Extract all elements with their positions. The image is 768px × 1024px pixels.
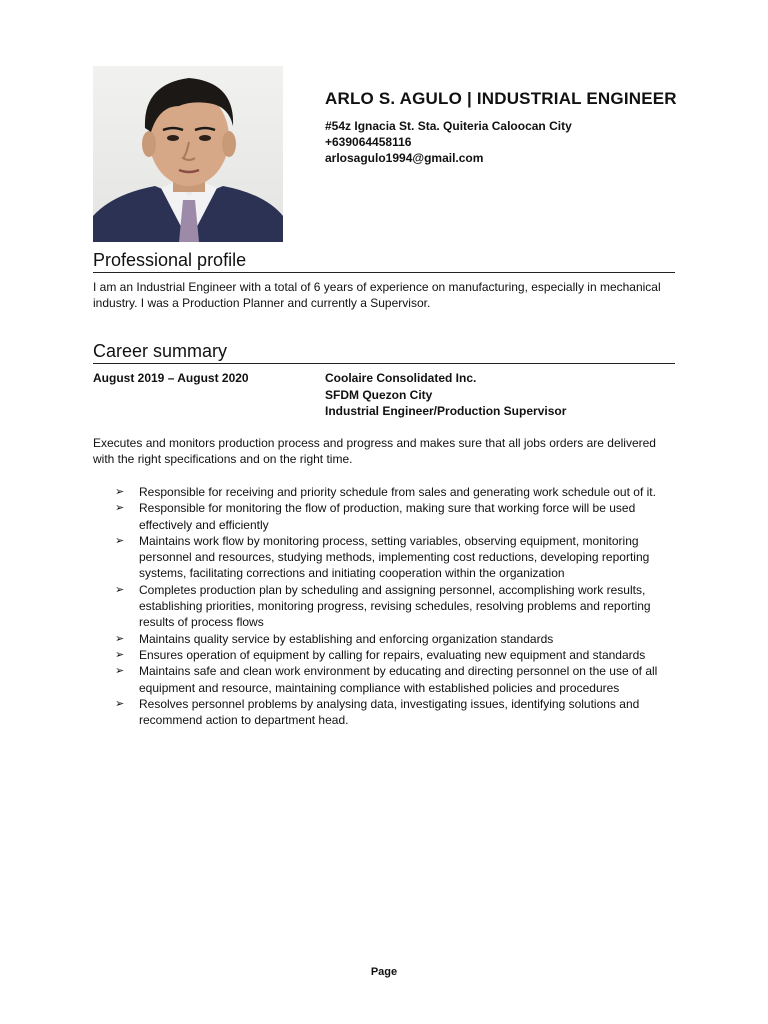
career-summary-heading: Career summary: [93, 340, 675, 364]
duty-item: [115, 533, 677, 582]
job-position: Industrial Engineer/Production Supervisor: [325, 404, 567, 418]
arrowhead-bullet-icon: ➢: [115, 583, 125, 596]
phone: +639064458116: [325, 135, 412, 149]
duty-text: Maintains quality service by establishing and enforcing organization standards: [139, 631, 554, 646]
job-info: [325, 370, 566, 420]
professional-profile-heading: Professional profile: [93, 249, 675, 273]
duty-text: Maintains work flow by monitoring process, setting variables, observing equipment, monitoring personnel and resources, studying methods, implementing cost reductions, developing reporting systems, facilitating corrections and initiating cooperation within the organization: [139, 533, 650, 581]
arrowhead-bullet-icon: ➢: [115, 632, 125, 645]
arrowhead-bullet-icon: ➢: [115, 486, 125, 498]
job-company: Coolaire Consolidated Inc.: [325, 371, 477, 385]
arrowhead-bullet-icon: ➢: [115, 534, 125, 547]
duty-item: [115, 500, 677, 533]
duty-text: Responsible for receiving and priority schedule from sales and generating work schedule out of it.: [139, 485, 656, 499]
contact-info: [325, 118, 572, 166]
duty-text: Completes production plan by scheduling and assigning personnel, accomplishing work results, establishing priorities, monitoring progress, revising schedules, resolving problems and reporting results of process flows: [139, 582, 651, 630]
professional-profile-text: I am an Industrial Engineer with a total of 6 years of experience on manufacturing, especially in mechanical industry. I was a Production Planner and currently a Supervisor.: [93, 280, 661, 310]
arrowhead-bullet-icon: ➢: [115, 502, 125, 515]
job-location: SFDM Quezon City: [325, 387, 433, 402]
job-summary: Executes and monitors production process and progress and makes sure that all jobs orders are delivered with the right specifications and on the right time.: [93, 436, 656, 466]
address: #54z Ignacia St. Sta. Quiteria Caloocan City: [325, 119, 572, 133]
arrowhead-bullet-icon: ➢: [115, 697, 125, 710]
duty-item: [115, 631, 677, 647]
name-title: ARLO S. AGULO | INDUSTRIAL ENGINEER: [325, 89, 677, 108]
email: arlosagulo1994@gmail.com: [325, 151, 484, 165]
duty-text: Responsible for monitoring the flow of production, making sure that working force will be used effectively and efficiently: [139, 501, 636, 532]
duty-text: Ensures operation of equipment by calling for repairs, evaluating new equipment and standards: [139, 647, 646, 662]
duty-item: [115, 696, 677, 729]
arrowhead-bullet-icon: ➢: [115, 665, 125, 678]
duty-item: [115, 582, 677, 631]
duty-item: [115, 663, 677, 696]
arrowhead-bullet-icon: ➢: [115, 648, 125, 661]
duty-text: Maintains safe and clean work environment by educating and directing personnel on the use of all equipment and resource, maintaining compliance with established policies and procedures: [139, 664, 658, 695]
job-dates: August 2019 – August 2020: [93, 371, 249, 385]
duty-text: Resolves personnel problems by analysing data, investigating issues, identifying solutions and recommend action to department head.: [139, 696, 640, 728]
duty-item: [115, 647, 677, 663]
duty-item: [115, 484, 677, 500]
page-footer-label: Page: [370, 966, 398, 978]
duties-list: [115, 484, 677, 728]
profile-photo: [93, 66, 283, 242]
